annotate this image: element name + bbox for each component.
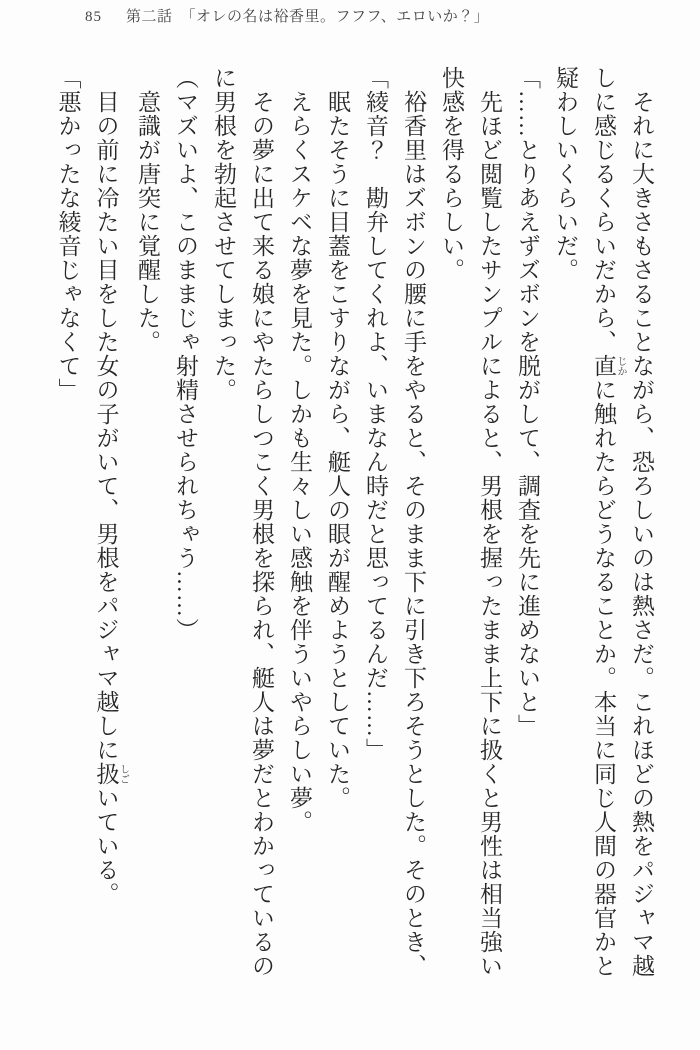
paragraph: 裕香里はズボンの腰に手をやると、そのまま下に引き下ろそうとした。そのとき、 [401,90,426,978]
ruby-annotated-word: 扱 しご [93,762,129,786]
paragraph: 「……とりあえずズボンを脱がして、調査を先に進めないと」 [515,66,540,738]
paragraph: （マズいよ、このままじゃ射精させられちゃう……） [173,66,198,642]
page-header [85,5,489,26]
paragraph: 先ほど閲覧したサンプルによると、男根を握ったまま上下に扱くと男性は相当強い快感を得るらしい。 [439,66,502,978]
paragraph: その夢に出て来る娘にやたらしつこく男根を探られ、艇人は夢だとわかっているのに男根を勃起させてしまった。 [211,66,274,978]
paragraph: 「綾音？ 勘弁してくれよ、いまなん時だと思ってるんだ……」 [363,66,388,762]
paragraph: えらくスケベな夢を見た。しかも生々しい感触を伴ういやらしい夢。 [287,90,312,834]
paragraph: それに大きさもさることながら、恐ろしいのは熱さだ。これほどの熱をパジャマ越しに感じるくらいだから、直 じかに触れたらどうなることか。本当に同じ人間の器官かと疑わしいくらいだ。 [553,66,654,978]
paragraph: 意識が唐突に覚醒した。 [135,90,160,354]
paragraph: 眠たそうに目蓋をこすりながら、艇人の眼が醒めようとしていた。 [325,90,350,810]
ruby-annotated-word: 直 じか [591,354,626,378]
chapter-header: 第二話 「オレの名は裕香里。フフフ、エロいか？」 [126,9,490,25]
body-text [42,66,660,996]
paragraph: 「悪かったな綾音じゃなくて」 [55,66,81,402]
paragraph: 目の前に冷たい目をした女の子がいて、男根をパジャマ越しに扱 しごいている。 [93,90,129,906]
page-number: 85 [85,9,102,25]
